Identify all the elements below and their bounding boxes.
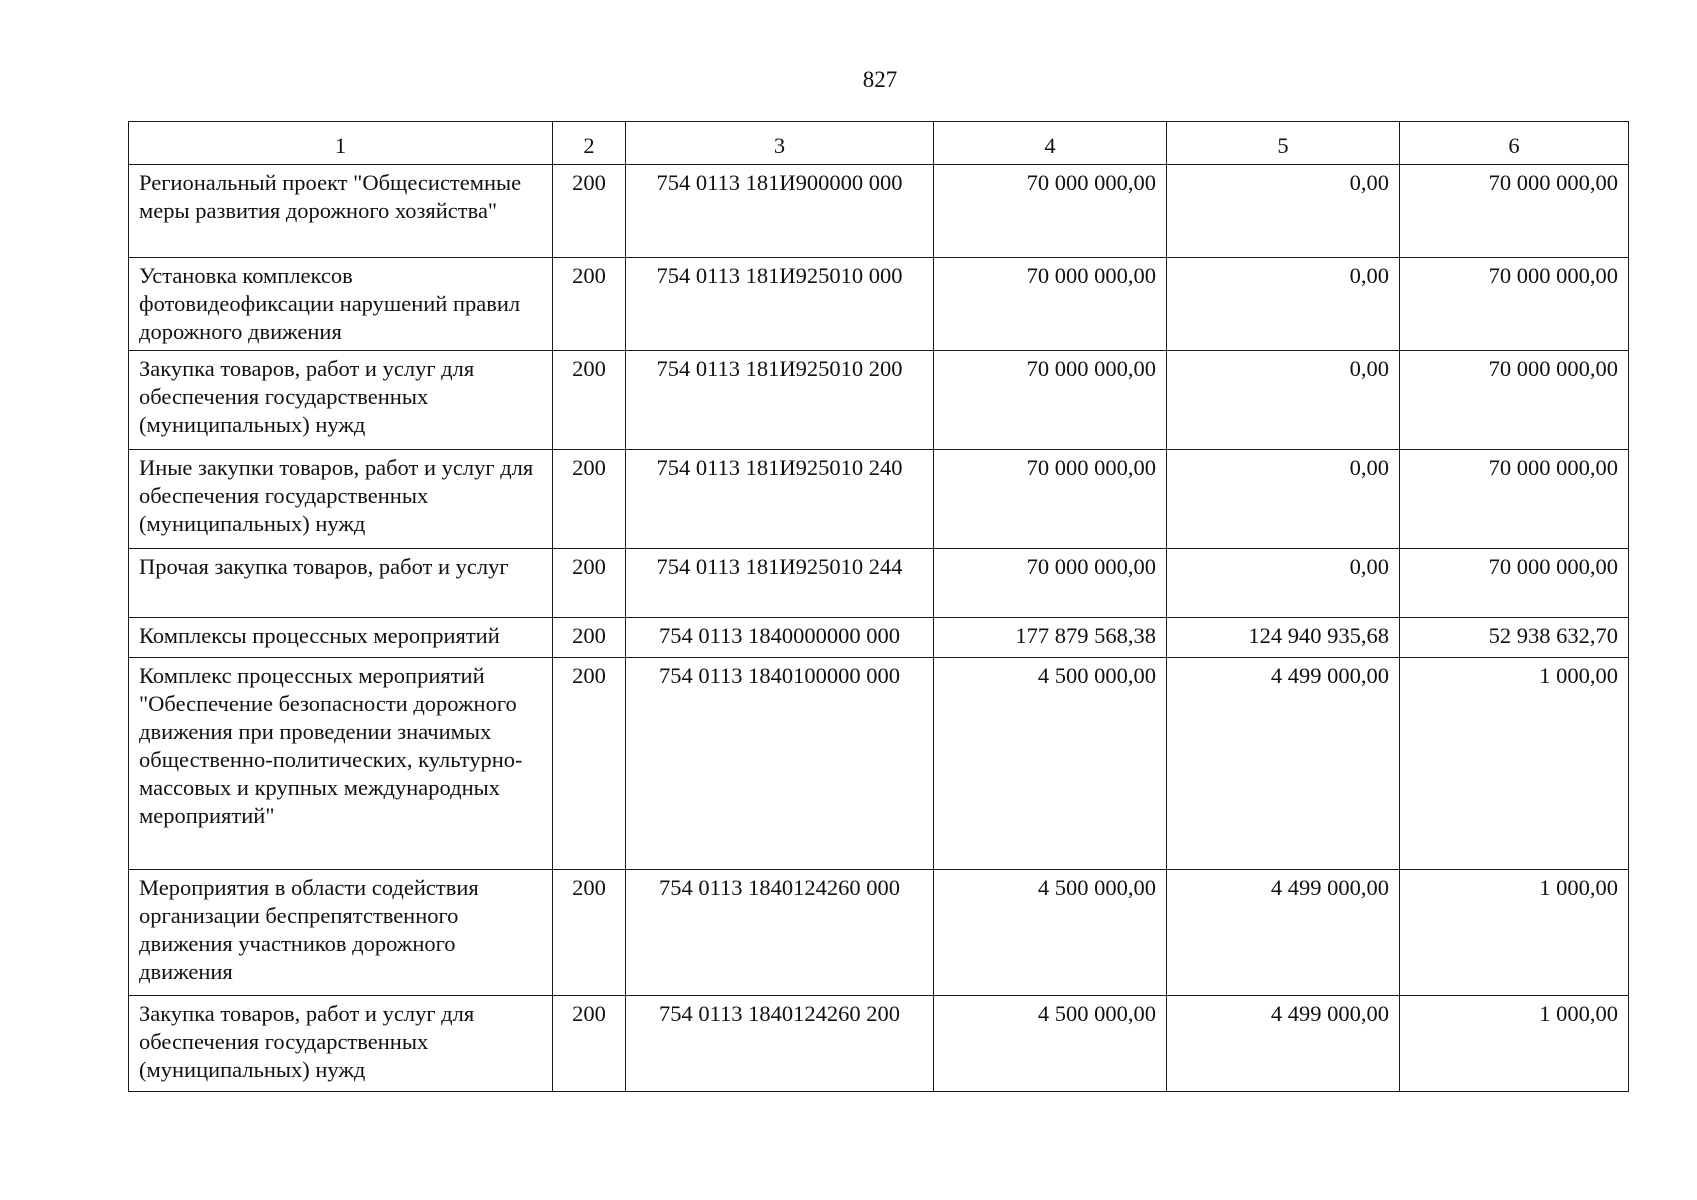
row-col6: 1 000,00 bbox=[1400, 870, 1629, 996]
row-name: Закупка товаров, работ и услуг для обеспечения государственных (муниципальных) нужд bbox=[129, 996, 553, 1092]
row-col4: 70 000 000,00 bbox=[934, 258, 1167, 351]
row-name: Иные закупки товаров, работ и услуг для обеспечения государственных (муниципальных) нужд bbox=[129, 450, 553, 549]
row-col5: 124 940 935,68 bbox=[1167, 618, 1400, 658]
budget-table bbox=[128, 121, 1629, 1092]
row-name: Мероприятия в области содействия организации беспрепятственного движения участников дорожного движения bbox=[129, 870, 553, 996]
header-row bbox=[129, 122, 1629, 165]
row-code: 754 0113 1840124260 200 bbox=[626, 996, 934, 1092]
column-header-1: 1 bbox=[129, 122, 553, 165]
row-name: Комплекс процессных мероприятий "Обеспечение безопасности дорожного движения при проведении значимых общественно-политических, культурно-массовых и крупных международных мероприятий" bbox=[129, 658, 553, 870]
table-row bbox=[129, 996, 1629, 1092]
row-code: 754 0113 181И900000 000 bbox=[626, 165, 934, 258]
table-row bbox=[129, 870, 1629, 996]
row-col6: 70 000 000,00 bbox=[1400, 450, 1629, 549]
table-row bbox=[129, 450, 1629, 549]
column-header-5: 5 bbox=[1167, 122, 1400, 165]
row-col4: 70 000 000,00 bbox=[934, 351, 1167, 450]
row-col5: 4 499 000,00 bbox=[1167, 870, 1400, 996]
row-col6: 70 000 000,00 bbox=[1400, 165, 1629, 258]
row-name: Региональный проект "Общесистемные меры развития дорожного хозяйства" bbox=[129, 165, 553, 258]
page-number: 827 bbox=[862, 67, 898, 92]
row-grbs: 200 bbox=[553, 996, 626, 1092]
table-row bbox=[129, 549, 1629, 618]
row-col5: 0,00 bbox=[1167, 258, 1400, 351]
row-col6: 1 000,00 bbox=[1400, 996, 1629, 1092]
row-col5: 4 499 000,00 bbox=[1167, 996, 1400, 1092]
row-grbs: 200 bbox=[553, 450, 626, 549]
row-grbs: 200 bbox=[553, 618, 626, 658]
row-col5: 0,00 bbox=[1167, 450, 1400, 549]
row-code: 754 0113 181И925010 244 bbox=[626, 549, 934, 618]
row-col4: 4 500 000,00 bbox=[934, 658, 1167, 870]
row-grbs: 200 bbox=[553, 870, 626, 996]
row-col4: 4 500 000,00 bbox=[934, 996, 1167, 1092]
table-row bbox=[129, 165, 1629, 258]
column-header-2: 2 bbox=[553, 122, 626, 165]
table-row bbox=[129, 658, 1629, 870]
row-col4: 70 000 000,00 bbox=[934, 549, 1167, 618]
row-col6: 70 000 000,00 bbox=[1400, 549, 1629, 618]
row-code: 754 0113 181И925010 240 bbox=[626, 450, 934, 549]
row-name: Установка комплексов фотовидеофиксации нарушений правил дорожного движения bbox=[129, 258, 553, 351]
row-col4: 70 000 000,00 bbox=[934, 450, 1167, 549]
row-code: 754 0113 1840124260 000 bbox=[626, 870, 934, 996]
row-col4: 70 000 000,00 bbox=[934, 165, 1167, 258]
row-col6: 1 000,00 bbox=[1400, 658, 1629, 870]
column-header-4: 4 bbox=[934, 122, 1167, 165]
row-name: Закупка товаров, работ и услуг для обеспечения государственных (муниципальных) нужд bbox=[129, 351, 553, 450]
row-col5: 0,00 bbox=[1167, 165, 1400, 258]
row-grbs: 200 bbox=[553, 351, 626, 450]
table-row bbox=[129, 618, 1629, 658]
row-grbs: 200 bbox=[553, 258, 626, 351]
row-grbs: 200 bbox=[553, 165, 626, 258]
row-col5: 0,00 bbox=[1167, 351, 1400, 450]
row-col5: 4 499 000,00 bbox=[1167, 658, 1400, 870]
row-col5: 0,00 bbox=[1167, 549, 1400, 618]
table-row bbox=[129, 351, 1629, 450]
row-code: 754 0113 181И925010 000 bbox=[626, 258, 934, 351]
column-header-3: 3 bbox=[626, 122, 934, 165]
row-col6: 52 938 632,70 bbox=[1400, 618, 1629, 658]
row-code: 754 0113 1840000000 000 bbox=[626, 618, 934, 658]
table-row bbox=[129, 258, 1629, 351]
row-name: Комплексы процессных мероприятий bbox=[129, 618, 553, 658]
column-header-6: 6 bbox=[1400, 122, 1629, 165]
row-col6: 70 000 000,00 bbox=[1400, 351, 1629, 450]
row-grbs: 200 bbox=[553, 658, 626, 870]
row-code: 754 0113 181И925010 200 bbox=[626, 351, 934, 450]
row-code: 754 0113 1840100000 000 bbox=[626, 658, 934, 870]
row-col4: 177 879 568,38 bbox=[934, 618, 1167, 658]
row-name: Прочая закупка товаров, работ и услуг bbox=[129, 549, 553, 618]
row-col6: 70 000 000,00 bbox=[1400, 258, 1629, 351]
row-grbs: 200 bbox=[553, 549, 626, 618]
row-col4: 4 500 000,00 bbox=[934, 870, 1167, 996]
